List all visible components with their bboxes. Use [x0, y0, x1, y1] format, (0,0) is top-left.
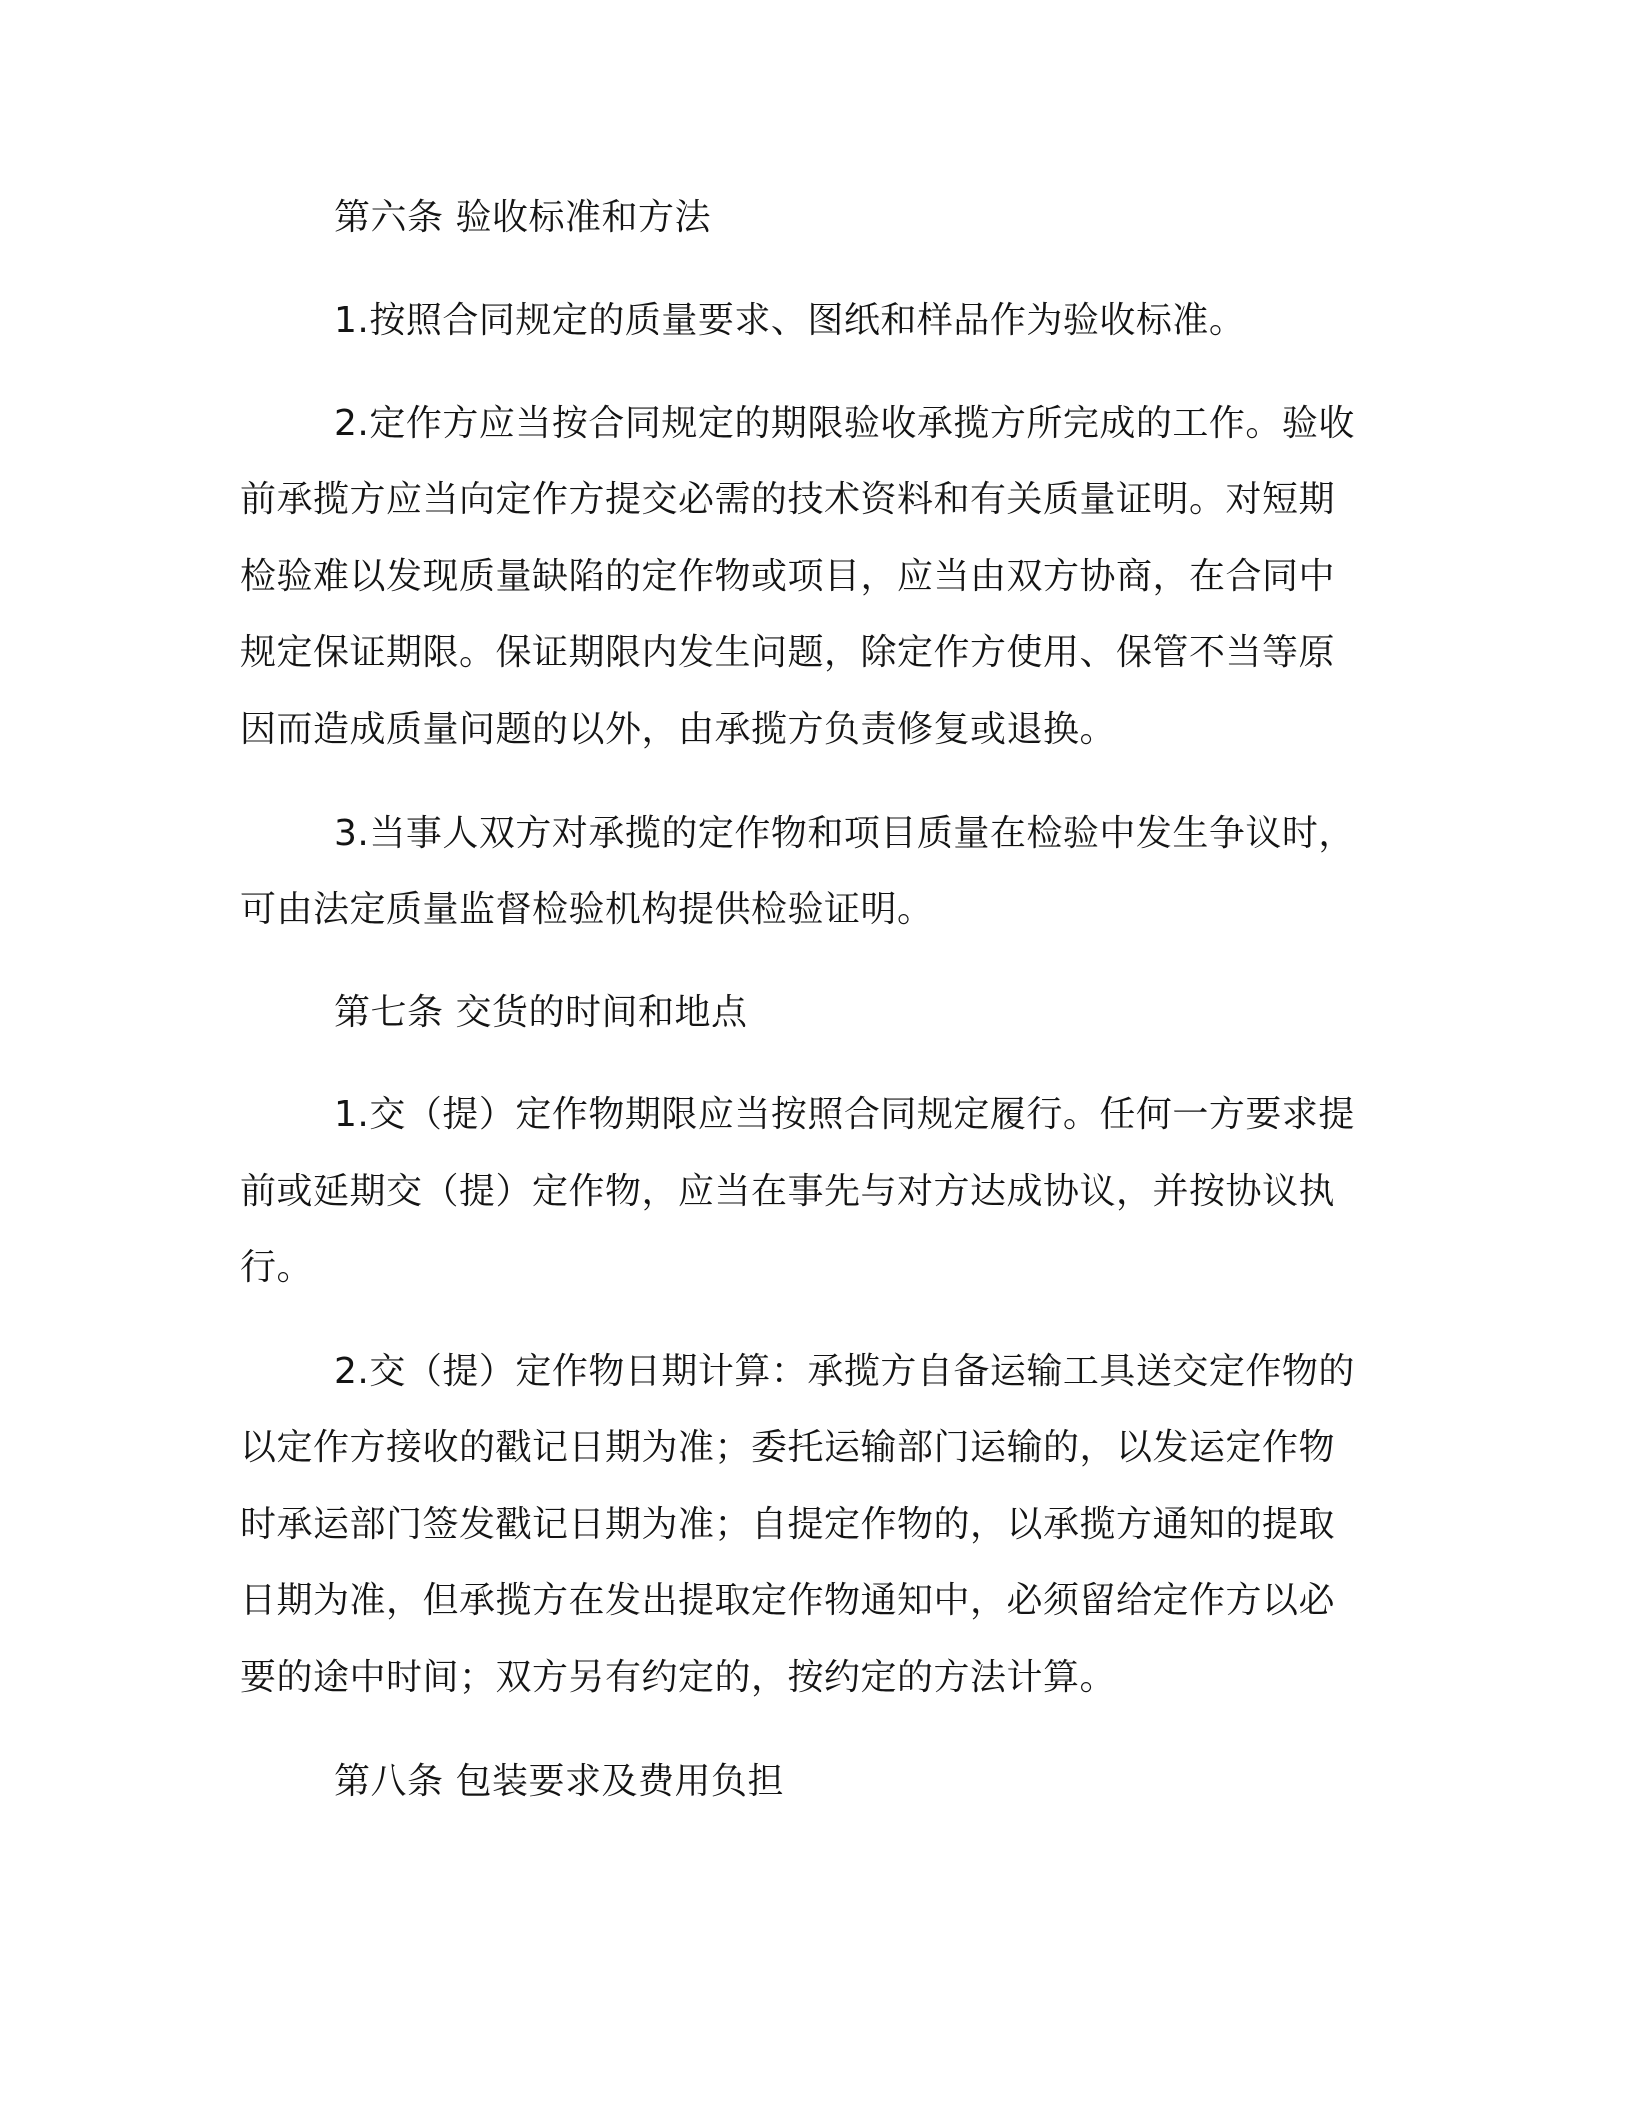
- paragraph-line: 可由法定质量监督检验机构提供检验证明。: [240, 889, 934, 930]
- paragraph-line: 1.交（提）定作物期限应当按照合同规定履行。任何一方要求提: [334, 1094, 1355, 1135]
- paragraph-line: 3.当事人双方对承揽的定作物和项目质量在检验中发生争议时，: [334, 813, 1355, 854]
- paragraph-line: 要的途中时间；双方另有约定的，按约定的方法计算。: [240, 1657, 1117, 1698]
- paragraph-line: 2.定作方应当按合同规定的期限验收承揽方所完成的工作。验收: [334, 403, 1355, 444]
- paragraph-line: 因而造成质量问题的以外，由承揽方负责修复或退换。: [240, 709, 1117, 750]
- paragraph-line: 行。: [240, 1247, 314, 1288]
- paragraph-line: 日期为准，但承揽方在发出提取定作物通知中，必须留给定作方以必: [240, 1580, 1336, 1621]
- paragraph-line: 前或延期交（提）定作物，应当在事先与对方达成协议，并按协议执: [240, 1171, 1336, 1212]
- article-8-heading: 第八条 包装要求及费用负担: [334, 1761, 784, 1802]
- paragraph-line: 2.交（提）定作物日期计算：承揽方自备运输工具送交定作物的: [334, 1351, 1355, 1392]
- paragraph-line: 时承运部门签发戳记日期为准；自提定作物的，以承揽方通知的提取: [240, 1504, 1336, 1545]
- paragraph-line: 前承揽方应当向定作方提交必需的技术资料和有关质量证明。对短期: [240, 479, 1336, 520]
- article-6-heading: 第六条 验收标准和方法: [334, 197, 711, 238]
- paragraph-line: 检验难以发现质量缺陷的定作物或项目，应当由双方协商，在合同中: [240, 556, 1336, 597]
- paragraph-line: 规定保证期限。保证期限内发生问题，除定作方使用、保管不当等原: [240, 632, 1336, 673]
- article-6-item-1: 1.按照合同规定的质量要求、图纸和样品作为验收标准。: [334, 300, 1246, 341]
- article-7-heading: 第七条 交货的时间和地点: [334, 992, 748, 1033]
- paragraph-line: 以定作方接收的戳记日期为准；委托运输部门运输的，以发运定作物: [240, 1427, 1336, 1468]
